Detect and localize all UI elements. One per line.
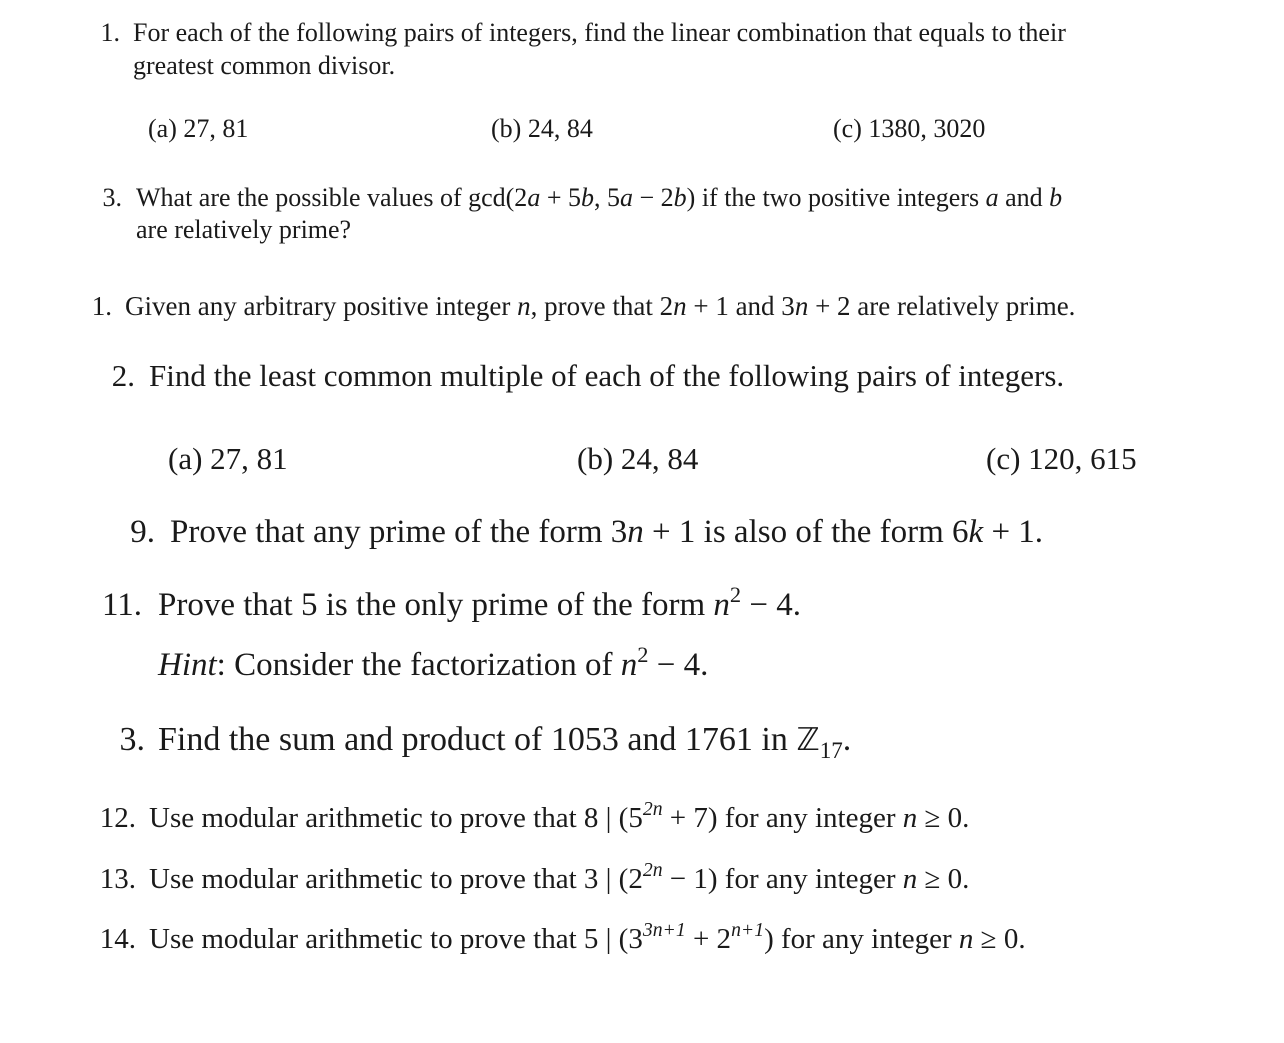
subpart-a: (a) 27, 81 — [148, 114, 249, 143]
problem-text-line: are relatively prime? — [136, 215, 352, 244]
problem-text-line: Prove that any prime of the form 3n + 1 is also of the form 6k + 1. — [170, 514, 1044, 550]
problem-number: 1. — [91, 291, 112, 321]
problem-text-line: Find the sum and product of 1053 and 1761 in ℤ$_{17}$. — [158, 721, 852, 764]
problem-number: 12. — [99, 802, 136, 834]
problem-text-line: Use modular arithmetic to prove that 5 | $(3^{3n+1} + 2^{n+1})$ for any integer n ≥ 0. — [149, 919, 1026, 955]
problem-number: 13. — [99, 863, 136, 895]
subpart-b: (b) 24, 84 — [491, 114, 593, 143]
integers-mod-symbol: ℤ — [796, 722, 820, 758]
problem-number: 11. — [101, 587, 142, 623]
subpart-a: (a) 27, 81 — [168, 441, 288, 476]
subpart-c: (c) 1380, 3020 — [833, 114, 986, 143]
problem-text-line: Prove that 5 is the only prime of the form $n^2 - 4$. — [158, 581, 801, 623]
problem-text-line: Given any arbitrary positive integer n, prove that 2n + 1 and 3n + 2 are relatively prime. — [125, 291, 1076, 321]
problem-text-line: Use modular arithmetic to prove that 3 | $(2^{2n} - 1)$ for any integer n ≥ 0. — [149, 859, 970, 895]
problem-number: 9. — [130, 514, 155, 550]
problem-text-line: Find the least common multiple of each of the following pairs of integers. — [149, 358, 1065, 393]
problem-text-line: greatest common divisor. — [133, 51, 396, 80]
subpart-b: (b) 24, 84 — [577, 441, 699, 476]
subpart-c: (c) 120, 615 — [986, 441, 1137, 476]
problem-text-line: Use modular arithmetic to prove that 8 | $(5^{2n} + 7)$ for any integer n ≥ 0. — [149, 798, 970, 834]
problem-number: 3. — [119, 721, 145, 758]
hint-line: Hint: Consider the factorization of $n^2 - 4$. — [158, 641, 709, 683]
problem-text-line: For each of the following pairs of integers, find the linear combination that equals to their — [133, 18, 1066, 47]
problem-text-line: What are the possible values of gcd(2a + 5b, 5a − 2b) if the two positive integers a and b — [136, 183, 1063, 212]
problem-number: 14. — [99, 923, 136, 955]
problem-number: 1. — [100, 18, 120, 47]
problem-number: 3. — [102, 183, 122, 212]
problem-number: 2. — [111, 358, 135, 393]
hint-label: Hint — [158, 647, 217, 683]
